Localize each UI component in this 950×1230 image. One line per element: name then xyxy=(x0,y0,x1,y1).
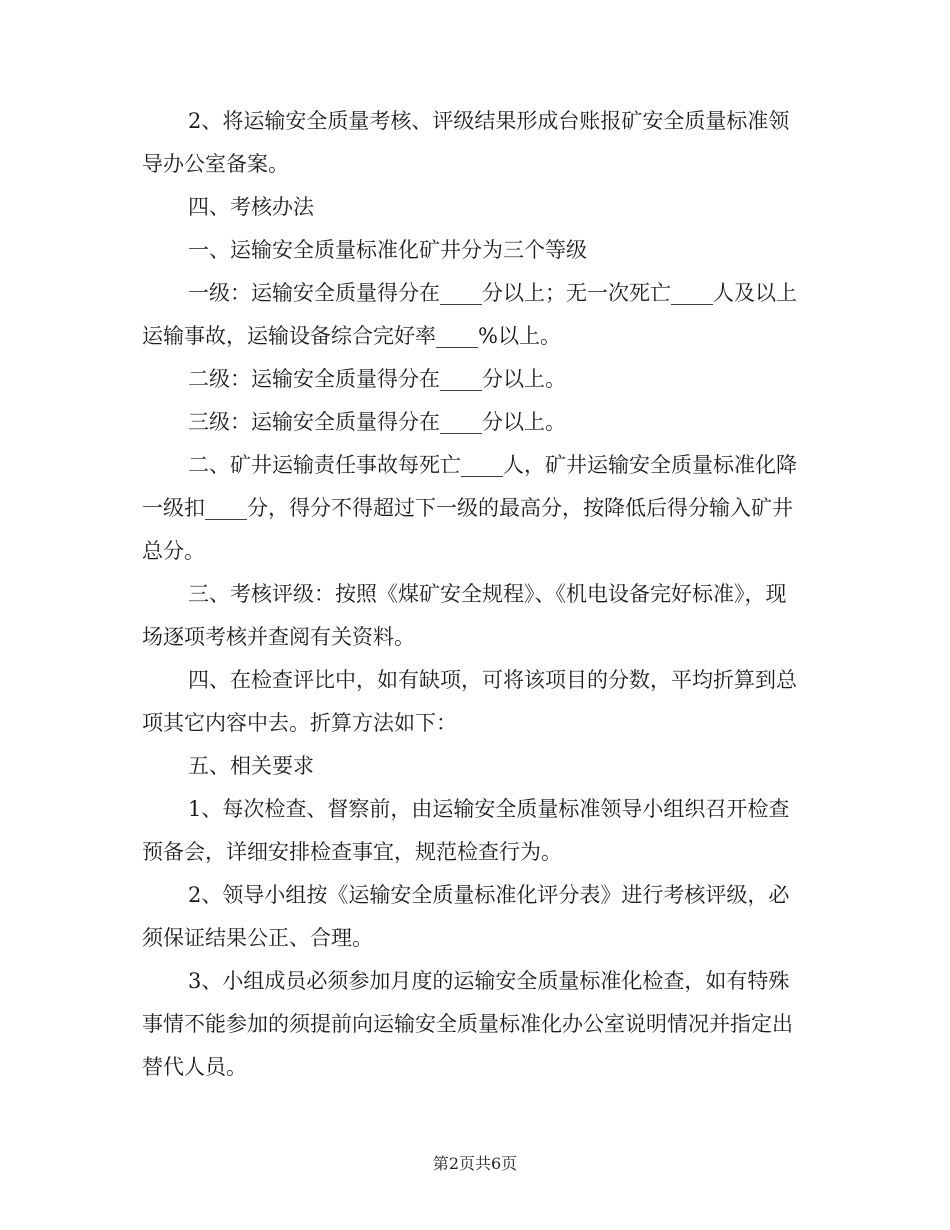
paragraph-grade-one: 一级：运输安全质量得分在____分以上；无一次死亡____人及以上运输事故，运输设备综合完好率____%以上。 xyxy=(142,281,797,348)
paragraph-missing-items: 四、在检查评比中，如有缺项，可将该项目的分数，平均折算到总项其它内容中去。折算方法如下： xyxy=(142,668,797,735)
paragraph-accident-deduction: 二、矿井运输责任事故每死亡____人，矿井运输安全质量标准化降一级扣____分，得分不得超过下一级的最高分，按降低后得分输入矿井总分。 xyxy=(142,453,797,563)
heading-assessment-method: 四、考核办法 xyxy=(188,195,314,219)
paragraph-requirement-2: 2、领导小组按《运输安全质量标准化评分表》进行考核评级，必须保证结果公正、合理。 xyxy=(142,883,790,950)
page-number: 第2页共6页 xyxy=(432,1154,518,1173)
paragraph-requirement-3: 3、小组成员必须参加月度的运输安全质量标准化检查，如有特殊事情不能参加的须提前向运输安全质量标准化办公室说明情况并指定出替代人员。 xyxy=(142,969,793,1079)
paragraph-three-grades: 一、运输安全质量标准化矿井分为三个等级 xyxy=(188,238,587,262)
paragraph-archive-record: 2、将运输安全质量考核、评级结果形成台账报矿安全质量标准领导办公室备案。 xyxy=(142,109,790,176)
paragraph-grade-three: 三级：运输安全质量得分在____分以上。 xyxy=(188,410,566,434)
paragraph-requirement-1: 1、每次检查、督察前，由运输安全质量标准领导小组织召开检查预备会，详细安排检查事宜，规范检查行为。 xyxy=(142,797,790,864)
heading-related-requirements: 五、相关要求 xyxy=(188,754,314,778)
document-body xyxy=(142,100,807,1089)
paragraph-grade-two: 二级：运输安全质量得分在____分以上。 xyxy=(188,367,566,391)
paragraph-assessment-rating: 三、考核评级：按照《煤矿安全规程》、《机电设备完好标准》，现场逐项考核并查阅有关资料。 xyxy=(142,582,787,649)
